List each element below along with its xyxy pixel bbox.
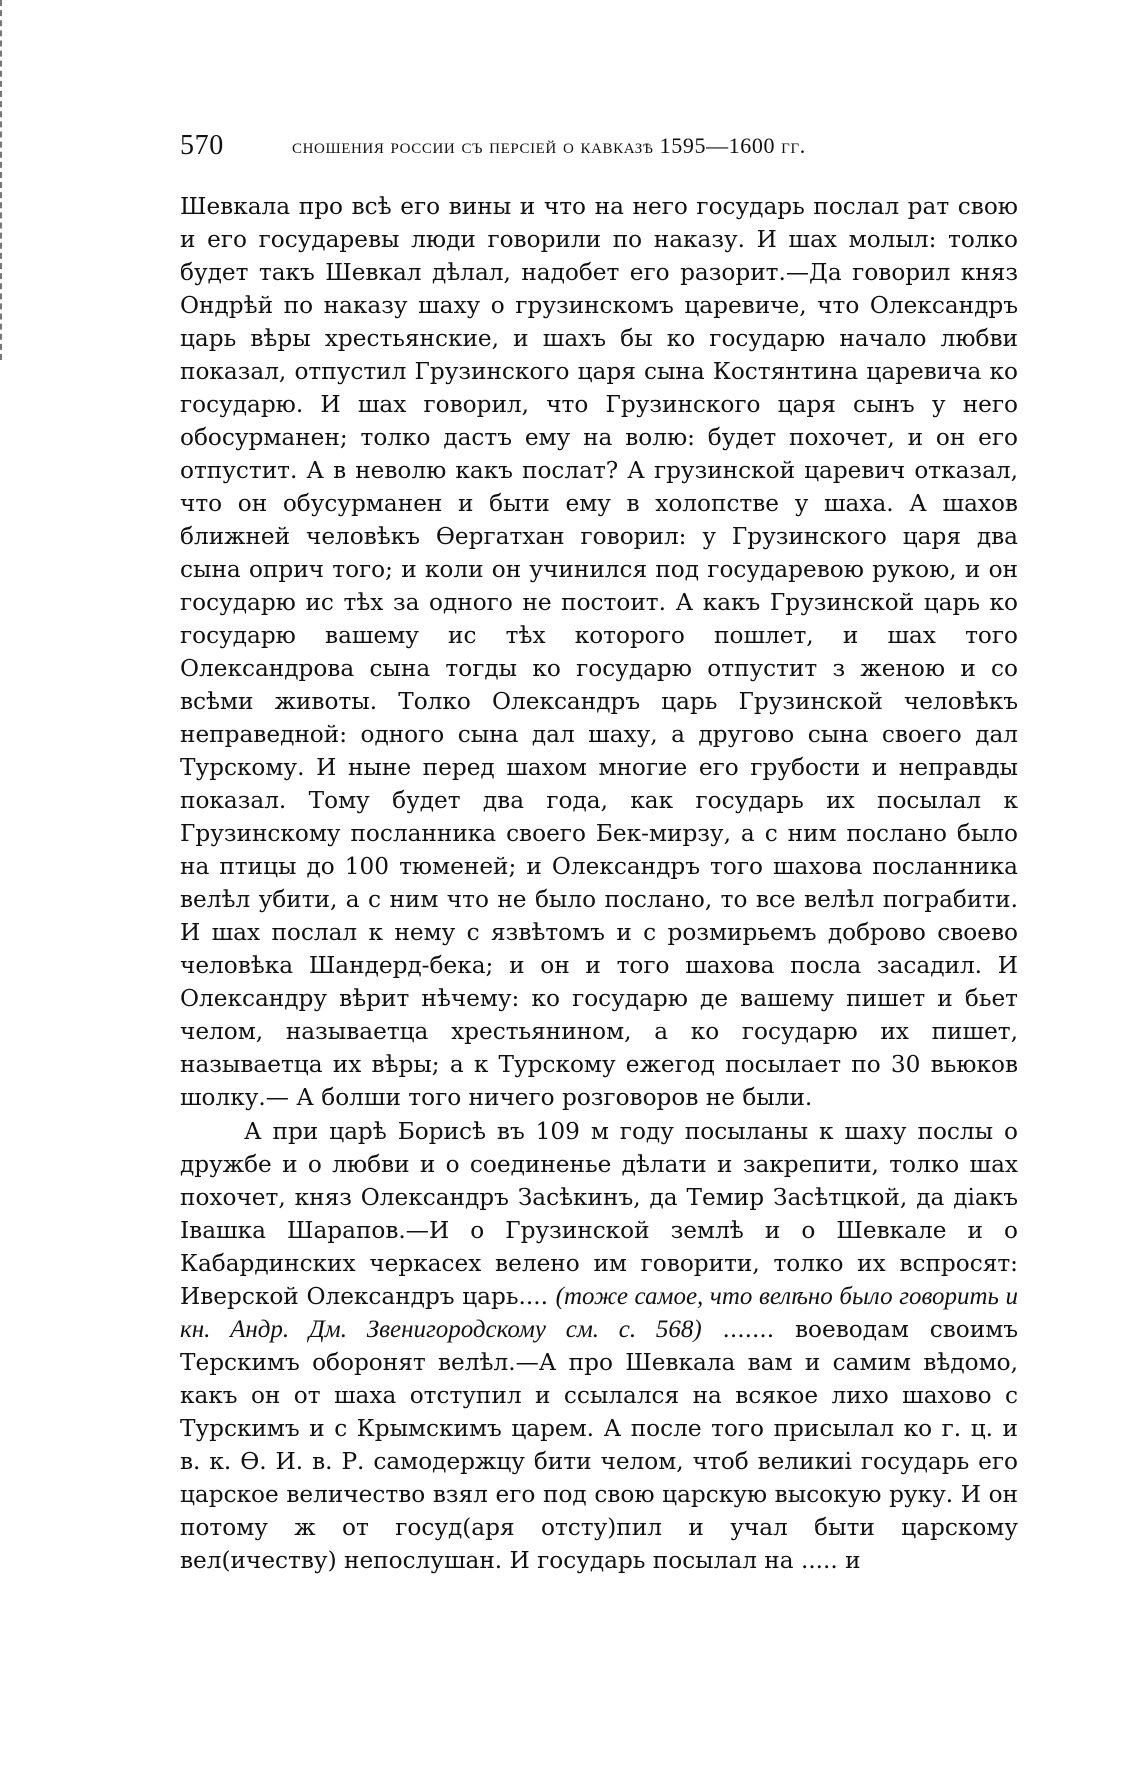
italic-reference: (тоже самое, что велѣно было говорить и кн. Андр. Дм. Звенигородскому см. с. 568) — [180, 1283, 1018, 1343]
scan-edge-mark — [0, 0, 6, 360]
paragraph-2 — [180, 1115, 1018, 1577]
paragraph-2-lead: А при царѣ Борисѣ въ 109 м году посыланы к шаху послы о дружбе и о любви и о соединенье дѣлати и закрепити, толко шах похочет, княз Олександръ Засѣкинъ, да Темир Засѣтцкой, да діакъ Івашка Шарапов.—И о Грузинской землѣ и о Шевкале и о Кабардинских черкасех велено им говорити, толко их вспросят: Иверской Олександръ царь.... — [180, 1118, 1018, 1310]
header-title: сношения россии съ персіей о кавказѣ 1595—1600 гг. — [292, 133, 806, 158]
paragraph-2-tail: ....... воеводам своимъ Терскимъ оборонят велѣл.—А про Шевкала вам и самим вѣдомо, какъ он от шаха отступил и ссылался на всякое лихо шахово с Турскимъ и с Крымскимъ царем. А после того присылал ко г. ц. и в. к. Ѳ. И. в. Р. самодержцу бити челом, чтоб великиі государь его царское величество взял его под свою царскую высокую руку. И он потому ж от госуд(аря отсту)пил и учал быти царскому вел(ичеству) непослушан. И государь посылал на ..... и — [180, 1316, 1018, 1574]
running-header — [180, 130, 1020, 164]
main-text — [180, 190, 1018, 1610]
page-number: 570 — [180, 130, 224, 161]
paragraph-1: Шевкала про всѣ его вины и что на него государь послал рат свою и его государевы люди говорили по наказу. И шах молыл: толко будет такъ Шевкал дѣлал, надобет его разорит.—Да говорил княз Ондрѣй по наказу шаху о грузинскомъ царевиче, что Олександръ царь вѣры хрестьянские, и шахъ бы ко государю начало любви показал, отпустил Грузинского царя сына Костянтина царевича ко государю. И шах говорил, что Грузинского царя сынъ у него обосурманен; толко дастъ ему на волю: будет похочет, и он его отпустит. А в неволю какъ послат? А грузинской царевич отказал, что он обусурманен и быти ему в холопстве у шаха. А шахов ближней человѣкъ Ѳергатхан говорил: у Грузинского царя два сына оприч того; и коли он учинился под государевою рукою, и он государю ис тѣх за одного не постоит. А какъ Грузинской царь ко государю вашему ис тѣх которого пошлет, и шах того Олександрова сына тогды ко государю отпустит з женою и со всѣми животы. Толко Олександръ царь Грузинской человѣкъ неправедной: одного сына дал шаху, а другово сына своего дал Турскому. И ныне перед шахом многие его грубости и неправды показал. Тому будет два года, как государь их посылал к Грузинскому посланника своего Бек-мирзу, а с ним послано было на птицы до 100 тюменей; и Олександръ того шахова посланника велѣл убити, а с ним что не было послано, то все велѣл пограбити. И шах послал к нему с язвѣтомъ и с розмирьемъ доброво своево человѣка Шандерд-бека; и он и того шахова посла засадил. И Олександру вѣрит нѣчему: ко государю де вашему пишет и бьет челом, называетца хрестьянином, а ко государю их пишет, называетца их вѣры; а к Турскому ежегод посылает по 30 вьюков шолку.— А болши того ничего розговоров не были. — [180, 193, 1018, 1111]
